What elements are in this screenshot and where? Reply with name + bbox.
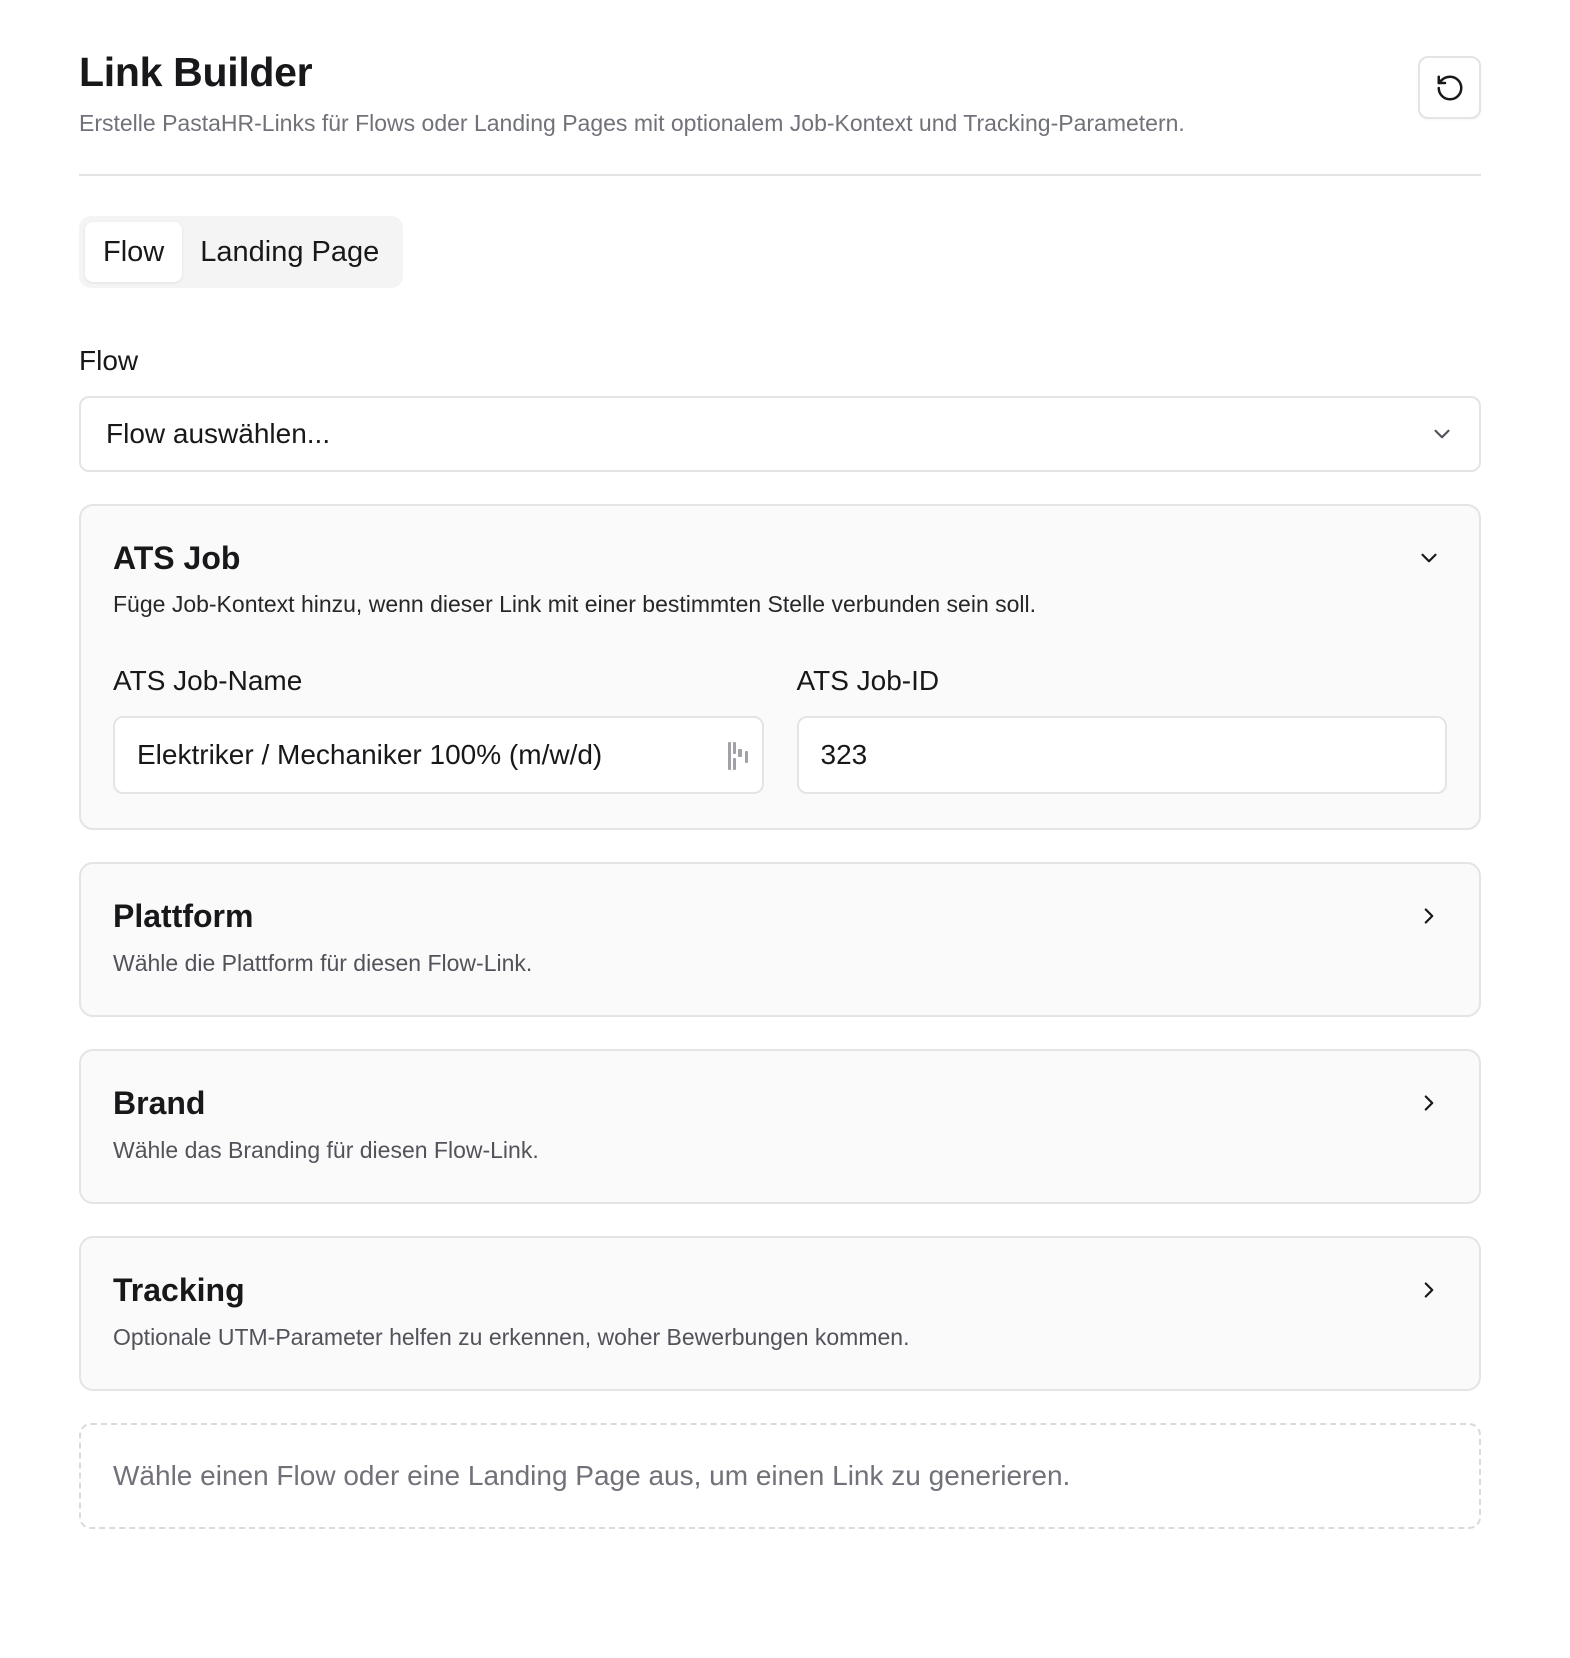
link-builder-page <box>79 0 1481 1529</box>
plattform-section[interactable] <box>79 862 1481 1017</box>
ats-job-title: ATS Job <box>113 540 241 576</box>
plattform-title: Plattform <box>113 898 254 934</box>
ats-job-id-value: 323 <box>820 739 868 770</box>
page-subtitle: Erstelle PastaHR-Links für Flows oder Landing Pages mit optionalem Job-Kontext und Tracking-Parametern. <box>79 110 1185 136</box>
brand-section[interactable] <box>79 1049 1481 1204</box>
autofill-icon[interactable] <box>727 740 753 772</box>
reset-button[interactable] <box>1418 56 1481 119</box>
ats-job-name-label: ATS Job-Name <box>113 665 303 696</box>
plattform-description: Wähle die Plattform für diesen Flow-Link. <box>113 950 533 976</box>
page-title: Link Builder <box>79 49 313 95</box>
brand-title: Brand <box>113 1085 206 1121</box>
flow-select-placeholder: Flow auswählen... <box>106 418 331 449</box>
chevron-right-icon <box>1416 903 1442 929</box>
tracking-toggle[interactable] <box>1415 1276 1443 1304</box>
tab-landing-page[interactable]: Landing Page <box>200 235 380 268</box>
empty-state <box>79 1423 1481 1529</box>
rotate-ccw-icon <box>1435 73 1465 103</box>
ats-job-name-value: Elektriker / Mechaniker 100% (m/w/d) <box>137 739 603 770</box>
ats-job-description: Füge Job-Kontext hinzu, wenn dieser Link mit einer bestimmten Stelle verbunden sein soll. <box>113 591 1037 617</box>
plattform-toggle[interactable] <box>1415 902 1443 930</box>
flow-select[interactable] <box>79 396 1481 472</box>
ats-job-id-input[interactable] <box>797 716 1448 794</box>
empty-state-message: Wähle einen Flow oder eine Landing Page aus, um einen Link zu generieren. <box>113 1460 1071 1491</box>
ats-job-id-label: ATS Job-ID <box>796 665 940 696</box>
ats-job-name-input[interactable] <box>113 716 764 794</box>
chevron-down-icon <box>1416 545 1442 571</box>
brand-toggle[interactable] <box>1415 1089 1443 1117</box>
ats-job-id-field <box>797 664 1448 794</box>
ats-job-name-field <box>113 664 764 794</box>
chevron-right-icon <box>1416 1090 1442 1116</box>
tracking-section[interactable] <box>79 1236 1481 1391</box>
ats-job-fields <box>113 664 1447 794</box>
ats-job-toggle[interactable] <box>1415 544 1443 572</box>
page-header <box>79 0 1481 176</box>
tracking-title: Tracking <box>113 1272 245 1308</box>
ats-job-section <box>79 504 1481 830</box>
chevron-down-icon <box>1429 421 1455 447</box>
chevron-right-icon <box>1416 1277 1442 1303</box>
tab-flow[interactable]: Flow <box>85 222 182 282</box>
tracking-description: Optionale UTM-Parameter helfen zu erkennen, woher Bewerbungen kommen. <box>113 1324 910 1350</box>
flow-select-label: Flow <box>79 345 139 376</box>
brand-description: Wähle das Branding für diesen Flow-Link. <box>113 1137 539 1163</box>
mode-tabs <box>79 216 403 288</box>
